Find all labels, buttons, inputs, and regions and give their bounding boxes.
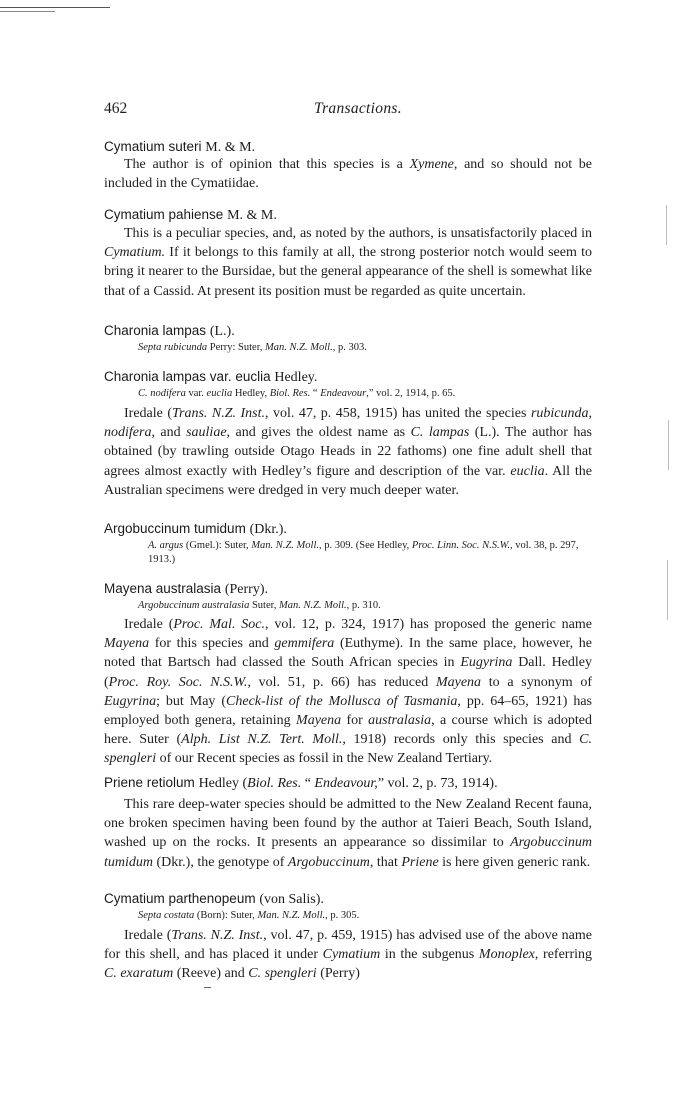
species-name: Charonia lampas var. euclia (104, 369, 271, 384)
top-rule (0, 7, 110, 8)
species-authority: Hedley (Biol. Res. “ Endeavour,” vol. 2, p. 73, 1914). (198, 776, 498, 791)
species-authority: (von Salis). (259, 892, 324, 907)
synonymy-line: A. argus (Gmel.): Suter, Man. N.Z. Moll., p. 309. (See Hedley, Proc. Linn. Soc. N.S.W., vol. 38, p. 297, 1913.) (148, 540, 579, 565)
species-heading (104, 368, 592, 386)
synonymy-line: Septa costata (Born): Suter, Man. N.Z. Moll., p. 305. (138, 910, 360, 921)
species-heading (104, 138, 592, 156)
catchword-mark (204, 987, 211, 988)
species-name: Argobuccinum tumidum (104, 521, 246, 536)
paragraph: Iredale (Proc. Mal. Soc., vol. 12, p. 324, 1917) has proposed the generic name Mayena for this species and gemmifera (Euthyme). In the same place, however, he noted that Bartsch had classed the South African species in Eugyrina Dall. Hedley (Proc. Roy. Soc. N.S.W., vol. 51, p. 66) has reduced Mayena to a synonym of Eugyrina; but May (Check-list of the Mollusca of Tasmania, pp. 64–65, 1921) has employed both genera, retaining Mayena for australasia, a course which is adopted here. Suter (Alph. List N.Z. Tert. Moll., 1918) records only this species and C. spengleri of our Recent species as fossil in the New Zealand Tertiary. (104, 617, 592, 767)
species-heading (104, 580, 592, 598)
species-name: Cymatium parthenopeum (104, 891, 256, 906)
species-name: Cymatium pahiense (104, 207, 224, 222)
synonymy-line: Argobuccinum australasia Suter, Man. N.Z. Moll., p. 310. (138, 600, 381, 611)
running-title: Transactions. (314, 100, 402, 117)
species-name: Charonia lampas (104, 323, 207, 338)
margin-tick (666, 205, 667, 245)
synonymy-line: C. nodifera var. euclia Hedley, Biol. Res. “ Endeavour,” vol. 2, 1914, p. 65. (138, 388, 456, 399)
species-heading (104, 774, 592, 792)
species-heading (104, 520, 592, 538)
species-authority: Hedley. (274, 370, 318, 385)
species-authority: M. & M. (227, 208, 277, 223)
species-name: Priene retiolum (104, 775, 195, 790)
species-heading (104, 322, 592, 340)
synonymy-line: Septa rubicunda Perry: Suter, Man. N.Z. Moll., p. 303. (138, 342, 367, 353)
species-heading (104, 890, 592, 908)
species-authority: (Perry). (224, 582, 268, 597)
paragraph: This is a peculiar species, and, as noted by the authors, is unsatisfactorily placed in Cymatium. If it belongs to this family at all, the strong posterior notch would seem to bring it nearer to the Bursidae, but the general appearance of the shell is somewhat like that of a Cassid. At present its position must be regarded as quite uncertain. (104, 226, 592, 299)
paragraph: The author is of opinion that this species is a Xymene, and so should not be included in the Cymatiidae. (104, 157, 592, 192)
species-name: Cymatium suteri (104, 139, 202, 154)
species-authority: (Dkr.). (249, 522, 287, 537)
paragraph: Iredale (Trans. N.Z. Inst., vol. 47, p. 459, 1915) has advised use of the above name for this shell, and has placed it under Cymatium in the subgenus Monoplex, referring C. exaratum (Reeve) and C. spengleri (Perry) (104, 928, 592, 982)
species-heading (104, 206, 592, 224)
margin-tick (668, 420, 669, 470)
margin-tick (667, 560, 668, 620)
paragraph: This rare deep-water species should be admitted to the New Zealand Recent fauna, one broken specimen having been found by the author at Taieri Beach, South Island, washed up on the rocks. It presents an appearance so dissimilar to Argobuccinum tumidum (Dkr.), the genotype of Argobuccinum, that Priene is here given generic rank. (104, 797, 592, 870)
species-name: Mayena australasia (104, 581, 222, 596)
page-number: 462 (104, 100, 128, 117)
running-header (104, 100, 592, 122)
top-rule-short (0, 11, 55, 12)
species-authority: M. & M. (205, 140, 256, 155)
paragraph: Iredale (Trans. N.Z. Inst., vol. 47, p. 458, 1915) has united the species rubicunda, nodifera, and sauliae, and gives the oldest name as C. lampas (L.). The author has obtained (by trawling outside Otago Heads in 22 fathoms) one fine adult shell that agrees almost exactly with Hedley’s figure and description of the var. euclia. All the Australian specimens were dredged in very much deeper water. (104, 406, 592, 498)
species-authority: (L.). (209, 324, 235, 339)
